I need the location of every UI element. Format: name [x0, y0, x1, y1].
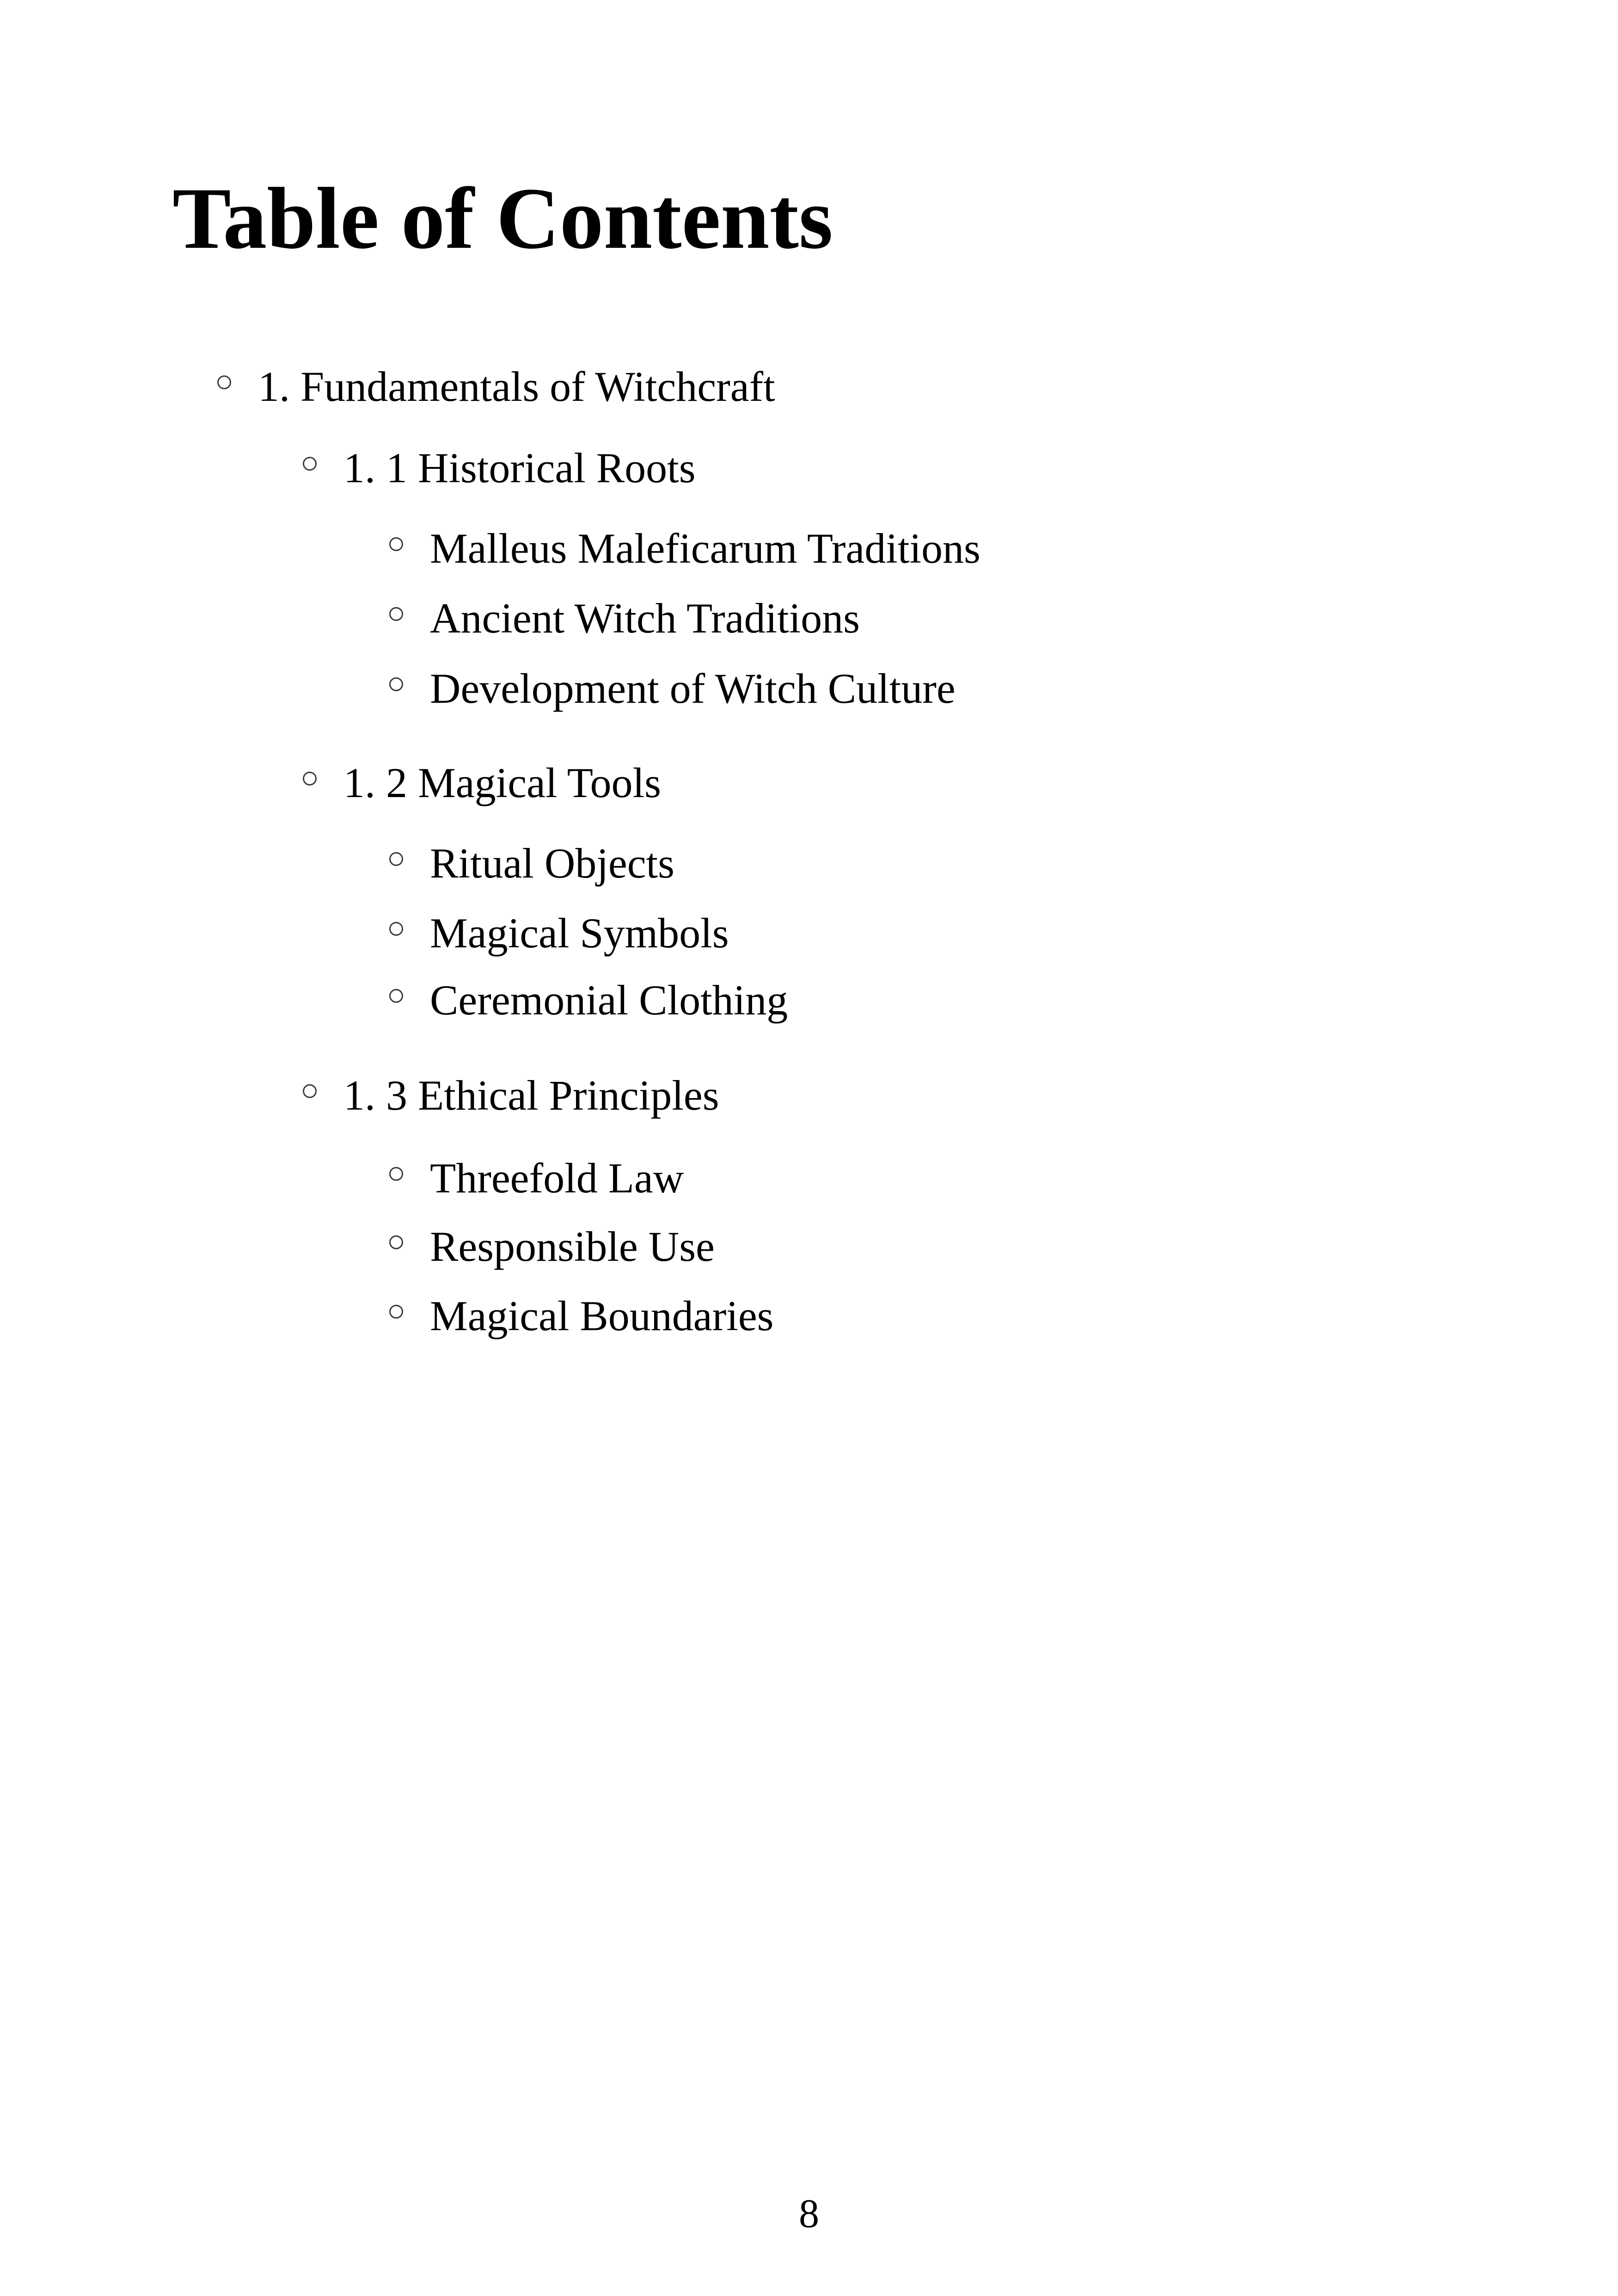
- page-number: 8: [799, 2192, 819, 2236]
- hollow-circle-bullet-icon: [303, 772, 317, 786]
- hollow-circle-bullet-icon: [389, 677, 403, 691]
- toc-item-label: Malleus Maleficarum Traditions: [430, 525, 981, 572]
- toc-item-label: Ancient Witch Traditions: [430, 595, 860, 642]
- toc-item-label: Threefold Law: [430, 1154, 684, 1202]
- hollow-circle-bullet-icon: [389, 537, 403, 551]
- hollow-circle-bullet-icon: [389, 1235, 403, 1249]
- hollow-circle-bullet-icon: [389, 1167, 403, 1181]
- hollow-circle-bullet-icon: [389, 922, 403, 936]
- toc-item-label: Development of Witch Culture: [430, 665, 956, 712]
- toc-section-label: 1. 1 Historical Roots: [343, 444, 696, 491]
- hollow-circle-bullet-icon: [303, 1084, 317, 1098]
- toc-section-label: 1. 3 Ethical Principles: [343, 1072, 719, 1119]
- toc-item-label: Magical Symbols: [430, 909, 729, 957]
- toc-section-label: 1. 2 Magical Tools: [343, 759, 661, 806]
- hollow-circle-bullet-icon: [217, 375, 231, 389]
- toc-item-label: Ceremonial Clothing: [430, 976, 788, 1024]
- hollow-circle-bullet-icon: [389, 989, 403, 1003]
- toc-chapter-label: 1. Fundamentals of Witchcraft: [258, 363, 775, 410]
- hollow-circle-bullet-icon: [303, 457, 317, 471]
- toc-item-label: Magical Boundaries: [430, 1292, 774, 1339]
- toc-item-label: Ritual Objects: [430, 840, 674, 887]
- toc-item-label: Responsible Use: [430, 1223, 715, 1270]
- hollow-circle-bullet-icon: [389, 852, 403, 866]
- page-title: Table of Contents: [172, 170, 833, 267]
- hollow-circle-bullet-icon: [389, 607, 403, 621]
- hollow-circle-bullet-icon: [389, 1305, 403, 1319]
